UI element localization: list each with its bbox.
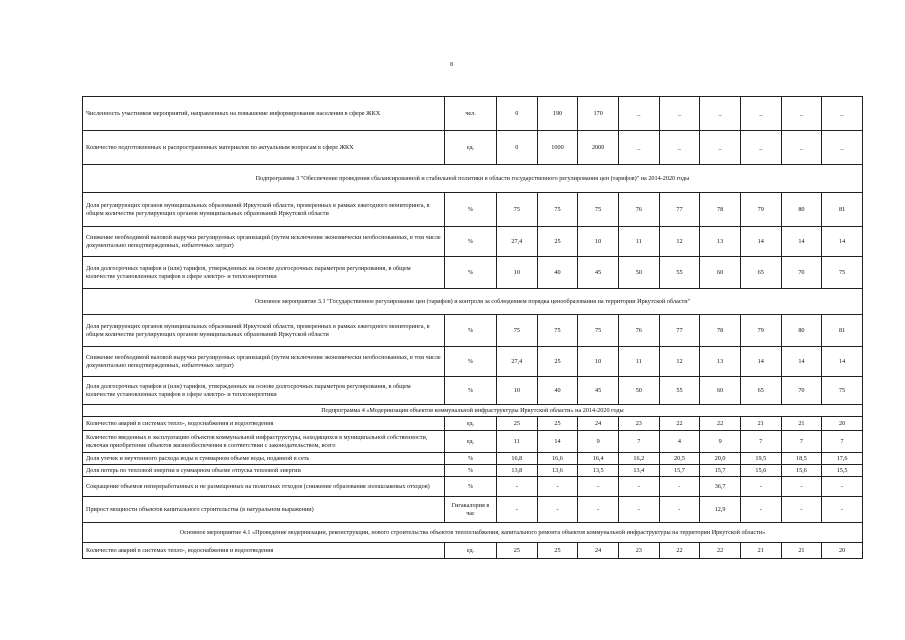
indicator-value: 0: [497, 131, 538, 165]
indicator-value: 25: [537, 227, 578, 257]
indicator-name: Доля регулирующих органов муниципальных образований Иркутской области, проверенных в рамках ежегодного мониторинга, в общем количестве регулирующих органов муниципальных образований Иркутской области: [83, 193, 445, 227]
indicator-value: 24: [578, 543, 619, 559]
indicator-value: _: [700, 131, 741, 165]
indicator-value: 16,8: [497, 453, 538, 465]
section-header-row: [83, 405, 863, 417]
indicator-value: 15,7: [659, 465, 700, 477]
indicator-name: Количество введенных в эксплуатацию объектов коммунальной инфраструктуры, находящихся в муниципальной собственности, включая приобретение объектов жизнеобеспечения в соответствии с законодательством, всего: [83, 431, 445, 453]
indicator-value: 60: [700, 257, 741, 289]
indicator-value: 76: [618, 315, 659, 347]
table-row: [83, 193, 863, 227]
indicator-value: 11: [618, 347, 659, 377]
indicator-value: 81: [822, 193, 863, 227]
indicator-unit: %: [445, 257, 497, 289]
table-row: [83, 417, 863, 431]
indicator-value: 12: [659, 347, 700, 377]
indicator-name: Численность участников мероприятий, направленных на повышение информирования населения в сфере ЖКХ: [83, 97, 445, 131]
indicator-value: -: [537, 477, 578, 497]
table-row: [83, 477, 863, 497]
indicator-value: 77: [659, 193, 700, 227]
indicator-unit: %: [445, 193, 497, 227]
indicator-value: 78: [700, 193, 741, 227]
table-row: [83, 97, 863, 131]
indicator-value: _: [781, 131, 822, 165]
table-row: [83, 465, 863, 477]
indicator-unit: %: [445, 465, 497, 477]
indicator-value: 76: [618, 193, 659, 227]
indicator-value: 15,5: [822, 465, 863, 477]
indicator-value: 22: [700, 417, 741, 431]
indicator-value: 80: [781, 315, 822, 347]
indicator-value: 22: [659, 417, 700, 431]
section-title: Подпрограмма 4 «Модернизация объектов коммунальной инфраструктуры Иркутской области» на 2014-2020 годы: [83, 405, 863, 417]
indicator-value: -: [618, 497, 659, 523]
indicator-value: 16,2: [618, 453, 659, 465]
indicator-unit: %: [445, 377, 497, 405]
indicator-unit: ед.: [445, 417, 497, 431]
indicator-value: 21: [740, 543, 781, 559]
indicator-value: -: [618, 477, 659, 497]
indicator-value: 27,4: [497, 347, 538, 377]
indicator-unit: чел.: [445, 97, 497, 131]
indicator-value: 2000: [578, 131, 619, 165]
table-row: [83, 227, 863, 257]
indicator-name: Доля долгосрочных тарифов и (или) тарифов, утвержденных на основе долгосрочных параметров регулирования, в общем количестве установленных тарифов в сфере электро- и теплоэнергетики: [83, 257, 445, 289]
indicator-value: 13,8: [497, 465, 538, 477]
indicator-value: 79: [740, 193, 781, 227]
indicator-value: 7: [740, 431, 781, 453]
indicator-value: _: [618, 97, 659, 131]
table-row: [83, 497, 863, 523]
indicator-value: 0: [497, 97, 538, 131]
indicator-value: _: [700, 97, 741, 131]
indicator-unit: ед.: [445, 543, 497, 559]
indicator-value: 75: [537, 193, 578, 227]
indicator-value: 14: [822, 227, 863, 257]
indicator-value: 13,4: [618, 465, 659, 477]
indicator-value: 21: [781, 417, 822, 431]
indicator-value: 14: [740, 347, 781, 377]
indicator-name: Количество аварий в системах тепло-, водоснабжения и водоотведения: [83, 543, 445, 559]
indicator-unit: Гигакалория в час: [445, 497, 497, 523]
indicator-name: Доля потерь по тепловой энергии в суммарном объеме отпуска тепловой энергии: [83, 465, 445, 477]
indicator-unit: %: [445, 347, 497, 377]
indicator-value: 20: [822, 417, 863, 431]
indicator-name: Доля утечек и неучтенного расхода воды в суммарном объеме воды, поданной в сеть: [83, 453, 445, 465]
indicator-value: 14: [781, 227, 822, 257]
indicator-name: Прирост мощности объектов капитального строительства (в натуральном выражении): [83, 497, 445, 523]
table-row: [83, 543, 863, 559]
indicator-value: 21: [781, 543, 822, 559]
indicator-value: 24: [578, 417, 619, 431]
indicator-value: 75: [822, 257, 863, 289]
indicator-value: 22: [659, 543, 700, 559]
table-row: [83, 347, 863, 377]
indicator-unit: ед.: [445, 131, 497, 165]
indicator-value: 75: [537, 315, 578, 347]
indicator-value: 75: [497, 315, 538, 347]
section-header-row: [83, 289, 863, 315]
indicator-value: -: [659, 477, 700, 497]
indicator-value: 80: [781, 193, 822, 227]
indicator-value: -: [822, 477, 863, 497]
indicator-value: -: [578, 497, 619, 523]
indicator-value: 7: [781, 431, 822, 453]
indicator-value: 25: [537, 417, 578, 431]
indicator-value: 22: [700, 543, 741, 559]
indicator-value: 16,6: [537, 453, 578, 465]
indicator-value: 78: [700, 315, 741, 347]
section-title: Основное мероприятие 4.1 «Проведение модернизации, реконструкции, нового строительства объектов теплоснабжения, капитального ремонта объектов коммунальной инфраструктуры на территории Иркутской области»: [83, 523, 863, 543]
indicator-value: 16,4: [578, 453, 619, 465]
indicator-unit: %: [445, 453, 497, 465]
table-row: [83, 315, 863, 347]
indicator-value: 45: [578, 377, 619, 405]
indicator-value: 23: [618, 417, 659, 431]
indicator-value: 40: [537, 257, 578, 289]
indicator-value: 7: [822, 431, 863, 453]
indicator-value: 14: [537, 431, 578, 453]
indicator-value: 75: [822, 377, 863, 405]
indicator-unit: %: [445, 315, 497, 347]
indicator-unit: ед.: [445, 431, 497, 453]
indicator-value: 65: [740, 377, 781, 405]
indicator-value: 20,5: [659, 453, 700, 465]
indicator-value: 50: [618, 257, 659, 289]
indicator-value: -: [740, 477, 781, 497]
indicator-value: -: [497, 477, 538, 497]
indicator-value: 70: [781, 257, 822, 289]
indicator-value: 40: [537, 377, 578, 405]
indicator-value: _: [781, 97, 822, 131]
indicator-value: 190: [537, 97, 578, 131]
indicator-unit: %: [445, 227, 497, 257]
indicator-value: 10: [497, 257, 538, 289]
indicator-name: Доля регулирующих органов муниципальных образований Иркутской области, проверенных в рамках ежегодного мониторинга, в общем количестве регулирующих органов муниципальных образований Иркутской области: [83, 315, 445, 347]
section-header-row: [83, 165, 863, 193]
table-row: [83, 431, 863, 453]
indicator-value: 25: [497, 543, 538, 559]
indicator-value: 75: [578, 193, 619, 227]
indicator-name: Доля долгосрочных тарифов и (или) тарифов, утвержденных на основе долгосрочных параметров регулирования, в общем количестве установленных тарифов в сфере электро- и теплоэнергетики: [83, 377, 445, 405]
indicator-value: 11: [497, 431, 538, 453]
indicator-value: 36,7: [700, 477, 741, 497]
indicator-value: 10: [578, 347, 619, 377]
indicator-value: 27,4: [497, 227, 538, 257]
indicator-value: -: [578, 477, 619, 497]
indicator-value: 25: [497, 417, 538, 431]
indicator-value: _: [659, 97, 700, 131]
table-row: [83, 257, 863, 289]
indicator-value: 11: [618, 227, 659, 257]
indicator-value: -: [537, 497, 578, 523]
indicator-value: 18,5: [781, 453, 822, 465]
indicator-value: _: [740, 97, 781, 131]
indicator-value: 19,5: [740, 453, 781, 465]
indicator-value: 9: [700, 431, 741, 453]
indicator-value: 15,6: [781, 465, 822, 477]
indicator-value: 55: [659, 377, 700, 405]
indicator-value: 4: [659, 431, 700, 453]
indicator-value: 79: [740, 315, 781, 347]
table-row: [83, 131, 863, 165]
indicator-value: 75: [578, 315, 619, 347]
indicator-value: -: [781, 477, 822, 497]
table-row: [83, 453, 863, 465]
indicator-value: 25: [537, 347, 578, 377]
indicator-unit: %: [445, 477, 497, 497]
indicator-value: 50: [618, 377, 659, 405]
indicator-value: 1000: [537, 131, 578, 165]
indicator-value: 170: [578, 97, 619, 131]
indicator-name: Количество аварий в системах тепло-, водоснабжения и водоотведения: [83, 417, 445, 431]
indicator-value: -: [659, 497, 700, 523]
indicator-value: 9: [578, 431, 619, 453]
indicator-value: 14: [822, 347, 863, 377]
indicator-value: 12: [659, 227, 700, 257]
indicator-name: Снижение необходимой валовой выручки регулируемых организаций (путем исключения экономически необоснованных, в том числе документально неподтвержденных, избыточных затрат): [83, 347, 445, 377]
indicator-value: _: [822, 97, 863, 131]
indicator-value: -: [822, 497, 863, 523]
indicator-value: 13: [700, 347, 741, 377]
section-title: Подпрограмма 3 "Обеспечение проведения сбалансированной и стабильной политики в области государственного регулирования цен (тарифов)" на 2014-2020 годы: [83, 165, 863, 193]
indicator-value: 75: [497, 193, 538, 227]
indicator-value: 15,7: [700, 465, 741, 477]
indicator-value: 17,6: [822, 453, 863, 465]
indicator-value: 25: [537, 543, 578, 559]
indicator-name: Снижение необходимой валовой выручки регулируемых организаций (путем исключения экономически необоснованных, в том числе документально неподтвержденных, избыточных затрат): [83, 227, 445, 257]
indicator-value: _: [618, 131, 659, 165]
indicator-value: 20: [822, 543, 863, 559]
indicator-value: 55: [659, 257, 700, 289]
indicator-value: 45: [578, 257, 619, 289]
indicator-value: 60: [700, 377, 741, 405]
indicator-value: 21: [740, 417, 781, 431]
table-row: [83, 377, 863, 405]
indicator-value: 65: [740, 257, 781, 289]
indicator-name: Количество подготовленных и распространенных материалов по актуальным вопросам в сфере ЖКХ: [83, 131, 445, 165]
indicator-name: Сокращение объемов непереработанных и не размещенных на полигонах отходов (снижение образования золошлаковых отходов): [83, 477, 445, 497]
indicator-value: 77: [659, 315, 700, 347]
indicator-value: 10: [497, 377, 538, 405]
indicator-value: 81: [822, 315, 863, 347]
section-header-row: [83, 523, 863, 543]
indicator-value: 14: [781, 347, 822, 377]
page-number: 8: [450, 62, 453, 68]
indicator-value: -: [740, 497, 781, 523]
indicator-value: -: [781, 497, 822, 523]
indicator-value: 12,9: [700, 497, 741, 523]
indicator-value: 13: [700, 227, 741, 257]
indicators-table: [82, 96, 863, 559]
indicator-value: 70: [781, 377, 822, 405]
indicator-value: 13,6: [537, 465, 578, 477]
section-title: Основное мероприятие 3.1 "Государственное регулирование цен (тарифов) и контроля за соблюдением порядка ценообразования на территории Иркутской области": [83, 289, 863, 315]
indicator-value: 23: [618, 543, 659, 559]
indicator-value: 20,0: [700, 453, 741, 465]
indicator-value: 10: [578, 227, 619, 257]
indicator-value: 7: [618, 431, 659, 453]
indicator-value: _: [740, 131, 781, 165]
indicator-value: -: [497, 497, 538, 523]
indicator-value: _: [822, 131, 863, 165]
indicator-value: 14: [740, 227, 781, 257]
indicator-value: _: [659, 131, 700, 165]
indicator-value: 13,5: [578, 465, 619, 477]
indicator-value: 15,6: [740, 465, 781, 477]
